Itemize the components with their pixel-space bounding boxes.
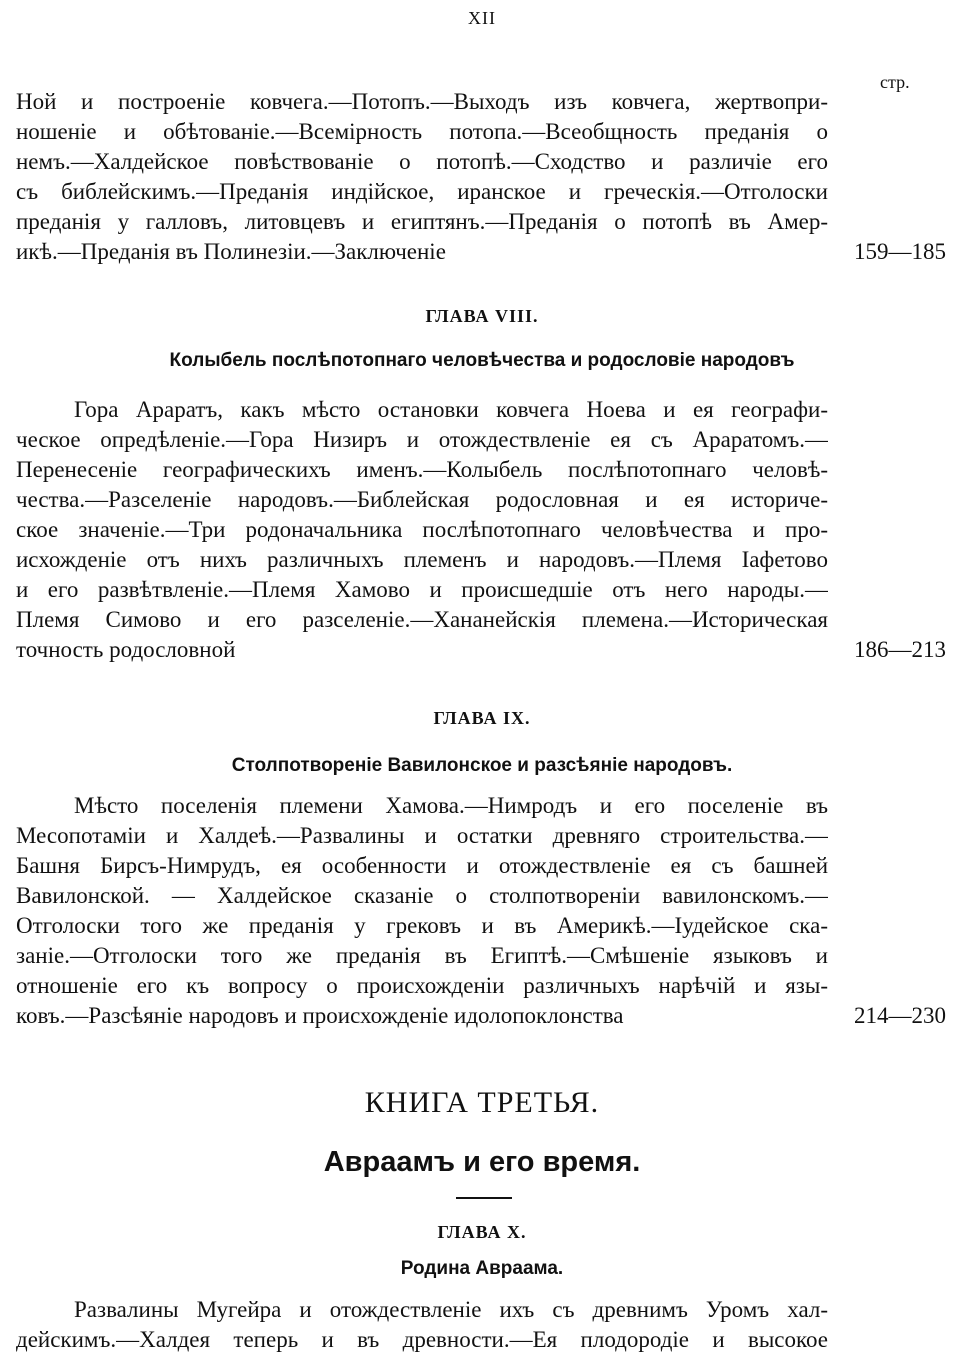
chapter-title: Родина Авраама. <box>400 1258 564 1279</box>
chapter-title: Колыбель послѣпотопнаго человѣчества и родословіе народовъ <box>169 350 795 371</box>
page-range: 214—230 <box>854 1003 946 1028</box>
text-line: Ной и построеніе ковчега.—Потопъ.—Выходъ изъ ковчега, жертвопри- <box>16 89 828 114</box>
text-line: ское значеніе.—Три родоначальника послѣпотопнаго человѣчества и про- <box>16 517 828 542</box>
text-line: ковъ.—Разсѣяніе народовъ и происхожденіе идолопоклонства <box>16 1003 624 1028</box>
chapter-label: ГЛАВА VIII. <box>425 306 539 326</box>
page-range: 186—213 <box>854 637 946 662</box>
text-line: Племя Симово и его разселеніе.—Хананейскія племена.—Историческая <box>16 607 828 632</box>
column-header-pages: стр. <box>880 72 910 92</box>
text-line: Перенесеніе географическихъ именъ.—Колыбель послѣпотопнаго человѣ- <box>16 457 828 482</box>
text-line: преданія у галловъ, литовцевъ и египтянъ.—Преданія о потопѣ въ Амер- <box>16 209 828 234</box>
text-line: исхожденіе отъ нихъ различныхъ племенъ и народовъ.—Племя Іафетово <box>16 547 828 572</box>
chapter-label: ГЛАВА IX. <box>433 708 531 728</box>
chapter-label: ГЛАВА X. <box>437 1222 527 1242</box>
text-line: Вавилонской. — Халдейское сказаніе о столпотвореніи вавилонскомъ.— <box>16 883 828 908</box>
book-title: КНИГА ТРЕТЬЯ. <box>364 1086 600 1119</box>
page-number: XII <box>468 8 496 28</box>
text-line: икѣ.—Преданія въ Полинезіи.—Заключеніе <box>16 239 446 264</box>
text-line: отношеніе его къ вопросу о происхожденіи различныхъ нарѣчій и язы- <box>16 973 828 998</box>
text-line: Отголоски того же преданія у грековъ и въ Америкѣ.—Іудейское ска- <box>16 913 828 938</box>
text-line: точность родословной <box>16 637 236 662</box>
chapter-title: Столпотвореніе Вавилонское и разсѣяніе народовъ. <box>231 755 733 776</box>
book-subtitle: Авраамъ и его время. <box>323 1146 641 1178</box>
text-line: Месопотаміи и Халдеѣ.—Развалины и остатки древняго строительства.— <box>16 823 828 848</box>
divider-rule <box>456 1197 512 1199</box>
text-line: Башня Бирсъ-Нимрудъ, ея особенности и отождествленіе ея съ башней <box>16 853 828 878</box>
text-line: и его развѣтвленіе.—Племя Хамово и происшедшіе отъ него народы.— <box>16 577 828 602</box>
page-range: 159—185 <box>854 239 946 264</box>
text-line: чества.—Разселеніе народовъ.—Библейская родословная и ея историче- <box>16 487 828 512</box>
text-line: ческое опредѣленіе.—Гора Низиръ и отождествленіе ея съ Араратомъ.— <box>16 427 828 452</box>
text-line: ношеніе и обѣтованіе.—Всемірность потопа.—Всеобщность преданія о <box>16 119 828 144</box>
text-line: съ библейскимъ.—Преданія индійское, иранское и греческія.—Отголоски <box>16 179 828 204</box>
text-line: Развалины Мугейра и отождествленіе ихъ съ древнимъ Уромъ хал- <box>74 1297 828 1322</box>
text-line: дейскимъ.—Халдея теперь и въ древности.—Ея плодородіе и высокое <box>16 1327 828 1352</box>
text-line: заніе.—Отголоски того же преданія въ Египтѣ.—Смѣшеніе языковъ и <box>16 943 828 968</box>
text-line: немъ.—Халдейское повѣствованіе о потопѣ.—Сходство и различіе его <box>16 149 828 174</box>
text-line: Мѣсто поселенія племени Хамова.—Нимродъ и его поселеніе въ <box>74 793 828 818</box>
text-line: Гора Араратъ, какъ мѣсто остановки ковчега Ноева и ея географи- <box>74 397 828 422</box>
